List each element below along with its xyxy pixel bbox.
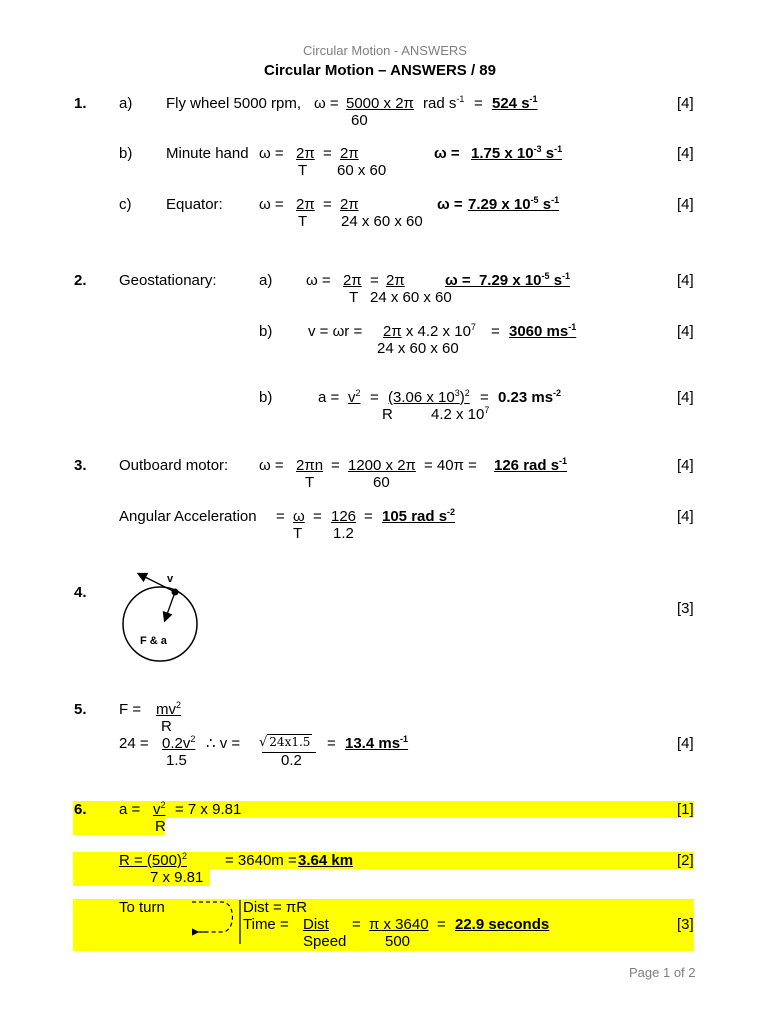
- q3-equals: =: [331, 457, 340, 474]
- q3-frac2-num: 1200 x 2π: [348, 457, 416, 474]
- q3-mid: = 40π =: [424, 457, 477, 474]
- q3-acc-equals-3: =: [364, 508, 373, 525]
- circular-motion-diagram: [112, 568, 222, 668]
- q5-therefore: ∴ v =: [206, 735, 241, 752]
- q2-text: Geostationary:: [119, 272, 217, 289]
- q6-time-lbl: Time =: [243, 916, 289, 933]
- q5-num1: $mv^2$: [156, 700, 182, 718]
- q3-frac1-den: T: [305, 474, 315, 491]
- q4-marks: [3]: [677, 600, 694, 617]
- q2b-answer: 3060 $ms^{-1}$: [509, 322, 577, 340]
- q1a-text: Fly wheel 5000 rpm,: [166, 95, 302, 112]
- q6-l3-marks: [3]: [677, 916, 694, 933]
- q2c-label: b): [259, 389, 273, 406]
- q3-answer: 126 rad $s^{-1}$: [494, 456, 568, 474]
- q6-l3-equals: =: [352, 916, 361, 933]
- q1b-text: Minute hand: [166, 145, 249, 162]
- q6-l1-rest: = 7 x 9.81: [175, 801, 242, 818]
- q3-acc-den1: T: [293, 525, 303, 542]
- q1c-answer: 7.29 x $10^{-5}$ $s^{-1}$: [468, 195, 560, 213]
- q5-den1: R: [161, 718, 172, 735]
- q1a-unit: rad $s^{-1}$: [423, 94, 465, 112]
- q2b-denominator: 24 x 60 x 60: [377, 340, 459, 357]
- q1c-text: Equator:: [166, 196, 223, 213]
- q1b-frac1-den: T: [298, 162, 308, 179]
- q5-answer: 13.4 $ms^{-1}$: [345, 734, 409, 752]
- q3-acc-equals-2: =: [313, 508, 322, 525]
- q3-acc-equals: =: [276, 508, 285, 525]
- q6-dist-line: Dist = πR: [243, 899, 308, 916]
- q3-text: Outboard motor:: [119, 457, 229, 474]
- q1a-omega: ω =: [314, 95, 339, 112]
- q6-l3-num: π x 3640: [369, 916, 429, 933]
- q5-marks: [4]: [677, 735, 694, 752]
- q2a-frac2-den: 24 x 60 x 60: [370, 289, 452, 306]
- q2b-lhs: v = ωr =: [308, 323, 363, 340]
- q1b-marks: [4]: [677, 145, 694, 162]
- q1-number: 1.: [74, 95, 87, 112]
- q3-frac2-den: 60: [373, 474, 390, 491]
- q6-l2-mid: = 3640m =: [225, 852, 297, 869]
- q1a-denominator: 60: [351, 112, 368, 129]
- q2c-marks: [4]: [677, 389, 694, 406]
- q6-l2-lhs: $R = (500)^2$: [119, 851, 187, 869]
- q1b-omega: ω =: [259, 145, 284, 162]
- q1b-frac2-num: 2π: [340, 145, 359, 162]
- q5-number: 5.: [74, 701, 87, 718]
- q6-l1-marks: [1]: [677, 801, 694, 818]
- q1b-label: b): [119, 145, 133, 162]
- running-header: Circular Motion - ANSWERS: [303, 43, 467, 58]
- circle-path: [123, 587, 197, 661]
- q6-l2-answer: 3.64 km: [298, 852, 354, 869]
- q1a-numerator: 5000 x 2π: [346, 95, 414, 112]
- q6-l2-marks: [2]: [677, 852, 694, 869]
- q5-num2: $0.2v^2$: [162, 734, 196, 752]
- q2-number: 2.: [74, 272, 87, 289]
- q1b-answer: 1.75 x $10^{-3}$ $s^{-1}$: [471, 144, 563, 162]
- q1a-equals: =: [474, 95, 483, 112]
- q2c-answer: 0.23 $ms^{-2}$: [498, 388, 562, 406]
- q6-highlight-2: [73, 818, 165, 835]
- q2a-answer: ω = 7.29 x $10^{-5}$ $s^{-1}$: [445, 271, 571, 289]
- q6-l1-num: $v^2$: [153, 800, 166, 818]
- q1b-equals: =: [323, 145, 332, 162]
- q2a-label: a): [259, 272, 273, 289]
- force-arrow: [165, 592, 175, 620]
- q2c-lhs: a =: [318, 389, 340, 406]
- q3-omega: ω =: [259, 457, 284, 474]
- q6-l2-den: 7 x 9.81: [150, 869, 204, 886]
- q2b-equals: =: [491, 323, 500, 340]
- q3-acc-text: Angular Acceleration: [119, 508, 257, 525]
- q1c-equals: =: [323, 196, 332, 213]
- q6-highlight-1: [73, 801, 694, 818]
- turn-path-diagram: [192, 900, 242, 944]
- q5-den2: 1.5: [166, 752, 187, 769]
- q2c-den-r: R: [382, 406, 393, 423]
- q1b-answer-lead: ω =: [434, 145, 460, 162]
- q3-number: 3.: [74, 457, 87, 474]
- q5-F-eq: F =: [119, 701, 142, 718]
- q1c-frac2-den: 24 x 60 x 60: [341, 213, 423, 230]
- page-number: Page 1 of 2: [629, 965, 696, 980]
- q2a-frac1-num: 2π: [343, 272, 362, 289]
- q3-acc-num2: 126: [331, 508, 357, 525]
- q1a-marks: [4]: [677, 95, 694, 112]
- q1c-frac1-num: 2π: [296, 196, 315, 213]
- q3-acc-num1: ω: [293, 508, 305, 525]
- q6-l1-lhs: a =: [119, 801, 141, 818]
- q5-den3: 0.2: [281, 752, 302, 769]
- q5-equals: =: [327, 735, 336, 752]
- q2b-marks: [4]: [677, 323, 694, 340]
- q3-acc-den2: 1.2: [333, 525, 354, 542]
- q2c-equals: =: [370, 389, 379, 406]
- q2a-omega: ω =: [306, 272, 331, 289]
- q6-speed: Speed: [303, 933, 347, 950]
- q3-marks: [4]: [677, 457, 694, 474]
- q2a-frac2-num: 2π: [386, 272, 405, 289]
- q2c-v2: $v^2$: [348, 388, 361, 406]
- q1b-frac2-den: 60 x 60: [337, 162, 387, 179]
- q2a-frac1-den: T: [349, 289, 359, 306]
- q6-to-turn: To turn: [119, 899, 165, 916]
- q1c-frac2-num: 2π: [340, 196, 359, 213]
- q5-sqrt: √ 24x1.5: [259, 735, 311, 750]
- q3-frac1-num: 2πn: [296, 457, 324, 474]
- q2c-equals-2: =: [480, 389, 489, 406]
- q2a-marks: [4]: [677, 272, 694, 289]
- q5-l2-lhs: 24 =: [119, 735, 149, 752]
- q2c-numerator: (3.06 x $10^3)^2$: [388, 388, 470, 406]
- q6-number: 6.: [74, 801, 87, 818]
- q2b-numerator: 2π x 4.2 x $10^7$: [383, 322, 476, 340]
- q1c-label: c): [119, 196, 132, 213]
- q6-l1-den: R: [155, 818, 166, 835]
- q6-l3-den: 500: [385, 933, 411, 950]
- q1c-frac1-den: T: [298, 213, 308, 230]
- q1b-frac1-num: 2π: [296, 145, 315, 162]
- force-label: F & a: [140, 635, 167, 647]
- page-title: Circular Motion – ANSWERS / 89: [264, 62, 496, 79]
- q1c-answer-lead: ω =: [437, 196, 463, 213]
- q3-acc-marks: [4]: [677, 508, 694, 525]
- q4-number: 4.: [74, 584, 87, 601]
- q2a-equals: =: [370, 272, 379, 289]
- q6-l3-equals-2: =: [437, 916, 446, 933]
- q2c-den-2: 4.2 x $10^7$: [431, 405, 490, 423]
- q6-dist-u: Dist: [303, 916, 329, 933]
- q3-acc-answer: 105 rad $s^{-2}$: [382, 507, 456, 525]
- q2b-label: b): [259, 323, 273, 340]
- q1c-omega: ω =: [259, 196, 284, 213]
- q6-l3-answer: 22.9 seconds: [455, 916, 550, 933]
- velocity-label: v: [167, 573, 174, 585]
- q1c-marks: [4]: [677, 196, 694, 213]
- q1a-answer: 524 $s^{-1}$: [492, 94, 538, 112]
- q1a-label: a): [119, 95, 133, 112]
